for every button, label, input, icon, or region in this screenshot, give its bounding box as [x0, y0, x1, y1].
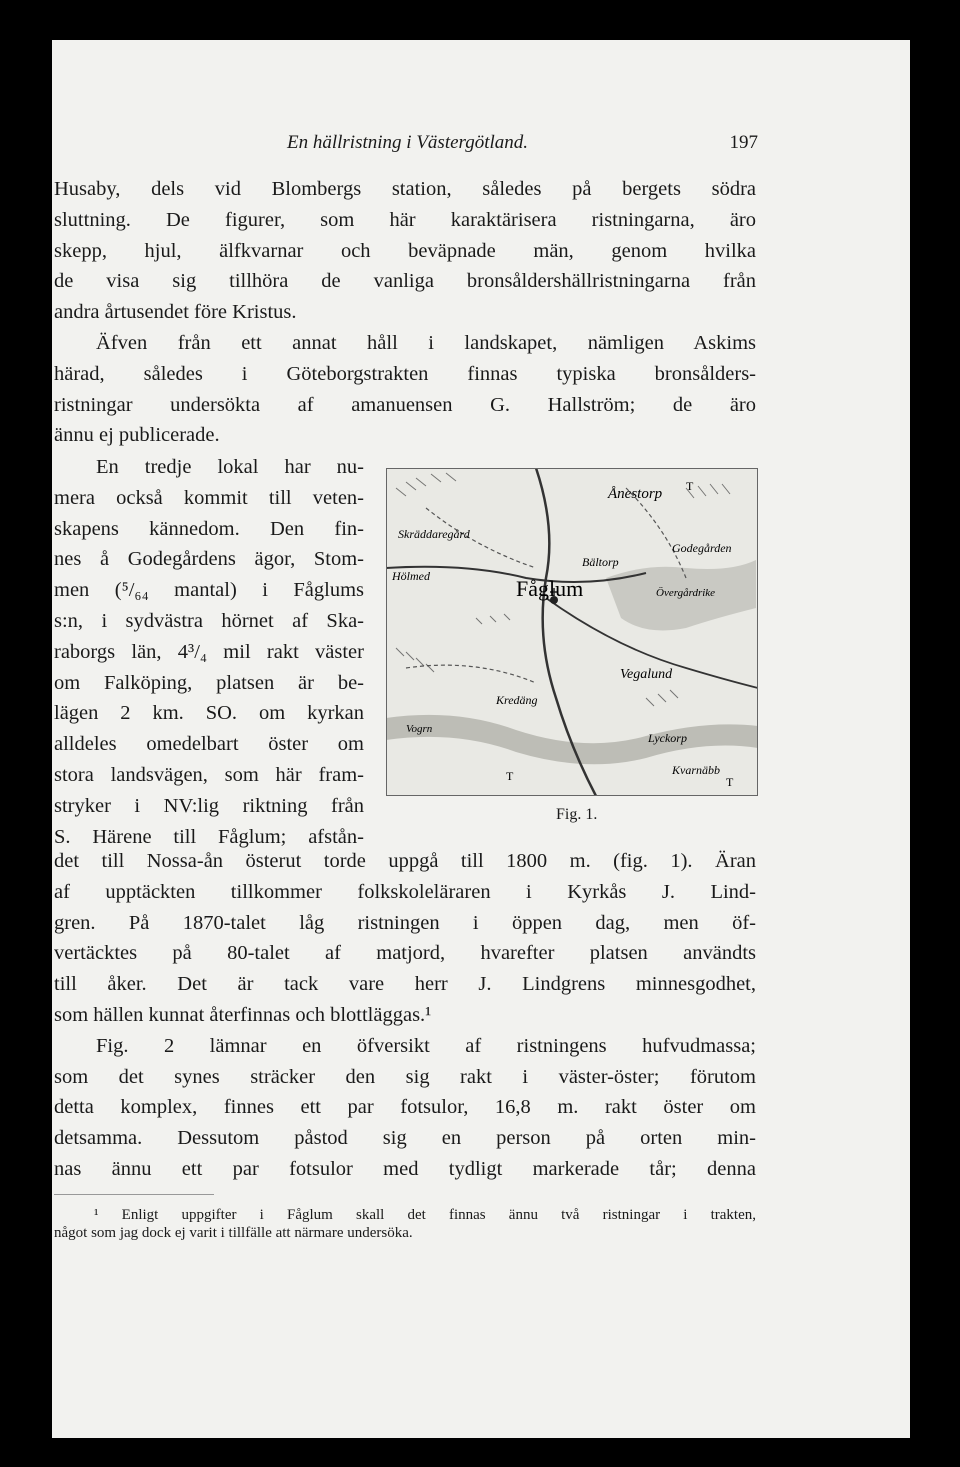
map-label: Kredäng	[496, 693, 538, 707]
text-line: nes å Godegårdens ägor, Stom-	[54, 548, 364, 571]
map-label: Lyckorp	[648, 731, 687, 745]
text-line: skepp, hjul, älfkvarnar och beväpnade män, genom hvilka	[54, 239, 756, 262]
text-line: S. Härene till Fåglum; afstån-	[54, 825, 364, 848]
text-line: af upptäckten tillkommer folkskoleläraren i Kyrkås J. Lind-	[54, 880, 756, 903]
text-line: härad, således i Göteborgstrakten finnas typiska bronsålders-	[54, 362, 756, 385]
text-line: raborgs län, 4³/₄ mil rakt väster	[54, 640, 364, 663]
text-line: En tredje lokal har nu-	[96, 456, 364, 478]
map-label: Ånestorp	[608, 486, 663, 502]
text-line: som hällen kunnat återfinnas och blottläggas.¹	[54, 1003, 432, 1026]
text-line: nas ännu ett par fotsulor med tydligt markerade tår; denna	[54, 1157, 756, 1180]
text-line: mera också kommit till veten-	[54, 486, 364, 509]
map-label: Vegalund	[620, 667, 673, 682]
text-line: de visa sig tillhöra de vanliga bronsåldershällristningarna från	[54, 270, 756, 293]
text-line: ristningar undersökta af amanuensen G. Hallström; de äro	[54, 393, 756, 416]
map-label: Godegården	[672, 541, 732, 555]
text-line: till åker. Det är tack vare herr J. Lindgrens minnesgodhet,	[54, 973, 756, 996]
text-line: det till Nossa-ån österut torde uppgå till 1800 m. (fig. 1). Äran	[54, 850, 756, 872]
text-line: som det synes sträcker den sig rakt i väster-öster; förutom	[54, 1065, 756, 1088]
text-line: Husaby, dels vid Blombergs station, således på bergets södra	[54, 178, 756, 200]
text-line: stora landsvägen, som här fram-	[54, 763, 364, 786]
map-label: Vogrn	[406, 723, 433, 735]
text-line: ännu ej publicerade.	[54, 424, 220, 447]
map-label: Hölmed	[392, 569, 430, 583]
map-label: Kvarnäbb	[672, 763, 720, 777]
text-line: Äfven från ett annat håll i landskapet, nämligen Askims	[96, 331, 756, 354]
map-label: T	[686, 479, 694, 493]
map-label: Övergårdrike	[656, 587, 716, 599]
text-line: lägen 2 km. SO. om kyrkan	[54, 702, 364, 725]
footnotes	[54, 1206, 756, 1242]
text-line: stryker i NV:lig riktning från	[54, 794, 364, 817]
map-label: Bältorp	[582, 555, 619, 569]
paragraph-wrapped	[54, 452, 364, 852]
text-line: sluttning. De figurer, som här karaktärisera ristningarna, äro	[54, 208, 756, 231]
paragraph-top	[54, 174, 756, 451]
text-line: andra årtusendet före Kristus.	[54, 301, 297, 324]
footnote-divider	[54, 1194, 214, 1195]
text-line: alldeles omedelbart öster om	[54, 733, 364, 756]
page-number: 197	[729, 132, 758, 153]
figure-caption: Fig. 1.	[556, 806, 598, 823]
footnote-line: ¹ Enligt uppgifter i Fåglum skall det finnas ännu två ristningar i trakten,	[94, 1207, 756, 1223]
map-label: T	[506, 769, 514, 783]
text-line: Fig. 2 lämnar en öfversikt af ristningens hufvudmassa;	[96, 1034, 756, 1057]
text-line: detsamma. Dessutom påstod sig en person på orten min-	[54, 1127, 756, 1150]
map-figure	[386, 468, 758, 796]
map-label: T	[726, 775, 734, 789]
map-label: Fåglum	[516, 576, 584, 601]
text-line: om Falköping, platsen är be-	[54, 671, 364, 694]
paragraph-bottom	[54, 846, 756, 1185]
footnote-line: något som jag dock ej varit i tillfälle att närmare undersöka.	[54, 1225, 413, 1241]
text-line: gren. På 1870-talet låg ristningen i öppen dag, men öf-	[54, 911, 756, 934]
running-title: En hällristning i Västergötland.	[287, 132, 529, 153]
text-line: detta komplex, finnes ett par fotsulor, 16,8 m. rakt öster om	[54, 1096, 756, 1119]
text-line: vertäcktes på 80-talet af matjord, hvarefter platsen användts	[54, 942, 756, 965]
text-line: skapens kännedom. Den fin-	[54, 517, 364, 540]
map-illustration	[386, 468, 758, 796]
text-line: s:n, i sydvästra hörnet af Ska-	[54, 609, 364, 632]
running-header	[52, 132, 758, 160]
map-label: Skräddaregård	[398, 527, 470, 541]
text-line: men (⁵/₆₄ mantal) i Fåglums	[54, 579, 364, 602]
